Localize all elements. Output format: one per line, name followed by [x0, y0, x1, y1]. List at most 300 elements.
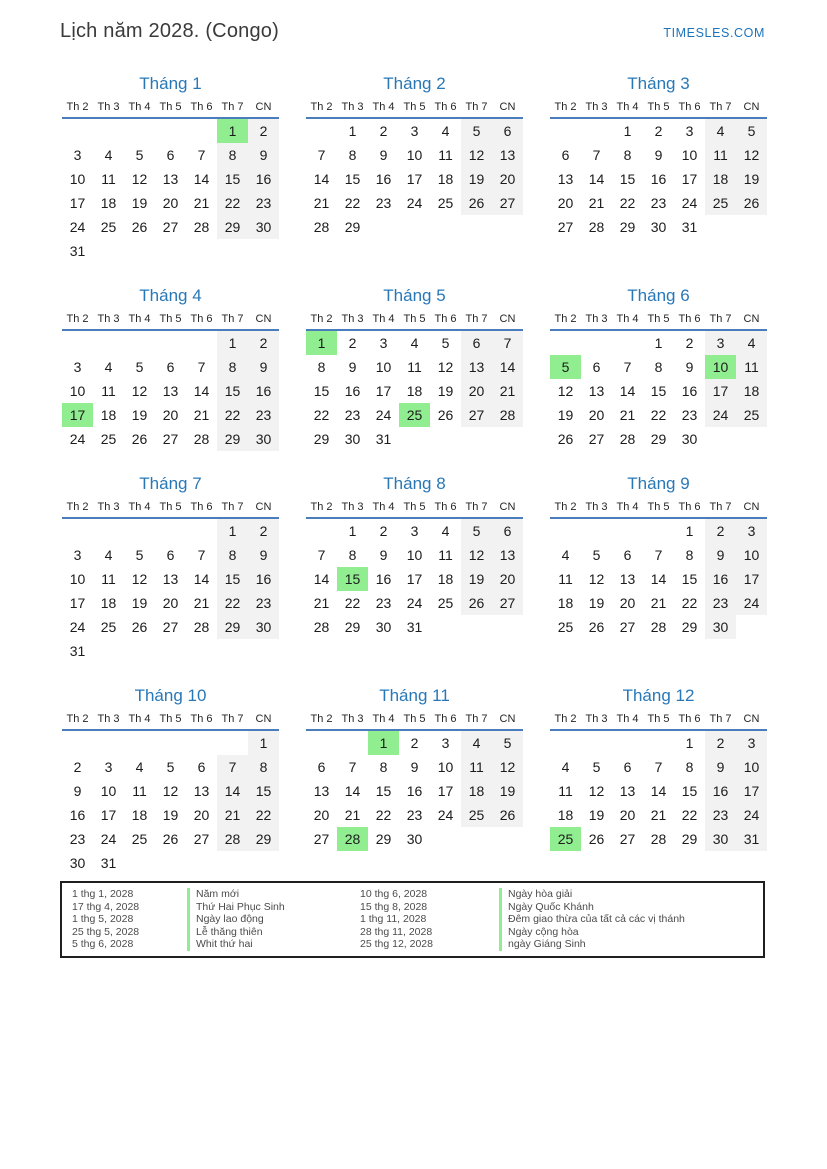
date-cell: 12	[557, 383, 574, 399]
weekday-header: Th 5	[159, 713, 182, 725]
empty-cell	[124, 851, 155, 875]
empty-cell	[430, 215, 461, 239]
date-cell: 10	[736, 543, 767, 567]
holiday-date: 25 thg 5, 2028	[72, 925, 140, 938]
date-cell: 29	[248, 827, 279, 851]
week-row	[62, 191, 279, 215]
date-cell: 15	[650, 383, 667, 399]
date-cell: 3	[73, 147, 82, 163]
week-row	[62, 755, 279, 779]
empty-cell	[612, 519, 643, 543]
weekday-header: Th 7	[465, 101, 488, 113]
weekday-header: CN	[255, 101, 272, 113]
week-row	[306, 567, 523, 591]
month-title: Tháng 2	[383, 74, 446, 93]
empty-cell	[186, 239, 217, 263]
empty-cell	[186, 851, 217, 875]
weekday-header: Th 7	[221, 713, 244, 725]
date-cell: 8	[217, 143, 248, 167]
date-cell: 23	[705, 803, 736, 827]
holiday-date: 1 thg 1, 2028	[72, 888, 134, 900]
date-cell: 11	[407, 359, 422, 375]
date-cell: 10	[437, 759, 454, 775]
date-cell: 11	[101, 571, 116, 587]
date-cell: 7	[197, 547, 206, 563]
empty-cell	[643, 731, 674, 755]
week-row	[62, 851, 279, 875]
empty-cell	[581, 119, 612, 143]
empty-cell	[217, 239, 248, 263]
date-cell: 11	[101, 171, 116, 187]
date-cell: 30	[69, 855, 86, 871]
date-cell: 4	[104, 547, 113, 563]
date-cell: 20	[162, 195, 179, 211]
date-cell: 6	[166, 359, 175, 375]
empty-cell	[217, 851, 248, 875]
date-cell: 3	[379, 335, 388, 351]
date-cell: 31	[406, 619, 423, 635]
weekday-header: Th 4	[372, 101, 395, 113]
weekday-header: Th 7	[465, 313, 488, 325]
date-cell: 9	[705, 755, 736, 779]
date-cell: 2	[410, 735, 419, 751]
empty-cell	[430, 427, 461, 451]
date-cell: 4	[561, 547, 570, 563]
week-row	[62, 239, 279, 263]
date-cell: 11	[461, 755, 492, 779]
empty-cell	[368, 215, 399, 239]
date-cell: 13	[557, 171, 574, 187]
date-cell: 23	[248, 591, 279, 615]
date-cell: 6	[317, 759, 326, 775]
date-cell: 16	[705, 779, 736, 803]
date-cell: 24	[681, 195, 698, 211]
weekday-header-row	[62, 99, 279, 119]
week-row	[306, 403, 523, 427]
weekday-header: Th 2	[554, 313, 577, 325]
weekday-header: Th 4	[128, 313, 151, 325]
empty-cell	[399, 215, 430, 239]
date-cell: 12	[131, 171, 148, 187]
date-cell: 26	[131, 431, 148, 447]
date-cell: 22	[619, 195, 636, 211]
week-row	[62, 167, 279, 191]
month-title: Tháng 9	[627, 474, 690, 493]
holiday-date: 10 thg 6, 2028	[360, 888, 428, 900]
weekday-header: Th 2	[66, 501, 89, 513]
weekday-header: Th 6	[190, 501, 213, 513]
date-cell: 22	[217, 591, 248, 615]
date-cell: 12	[461, 143, 492, 167]
holiday-name: Năm mới	[187, 888, 239, 901]
date-cell: 14	[344, 783, 361, 799]
legend-item	[62, 901, 350, 914]
date-cell: 3	[441, 735, 450, 751]
holiday-date-cell: 28	[337, 827, 368, 851]
empty-cell	[399, 427, 430, 451]
legend-item	[350, 926, 763, 939]
weekday-header: Th 7	[709, 501, 732, 513]
date-cell: 30	[375, 619, 392, 635]
date-cell: 9	[248, 143, 279, 167]
date-cell: 23	[69, 831, 86, 847]
week-row	[62, 355, 279, 379]
date-cell: 11	[132, 783, 147, 799]
holiday-name: Ngày cộng hòa	[499, 926, 579, 939]
date-cell: 29	[375, 831, 392, 847]
empty-cell	[461, 615, 492, 639]
week-row	[550, 827, 767, 851]
empty-cell	[186, 119, 217, 143]
date-cell: 31	[681, 219, 698, 235]
date-cell: 21	[193, 407, 210, 423]
date-cell: 9	[685, 359, 694, 375]
empty-cell	[93, 519, 124, 543]
date-cell: 8	[685, 547, 694, 563]
weekday-header: Th 4	[616, 101, 639, 113]
week-row	[306, 827, 523, 851]
legend-item	[62, 888, 350, 901]
date-cell: 13	[492, 543, 523, 567]
date-cell: 7	[654, 759, 663, 775]
holiday-date-cell: 25	[399, 403, 430, 427]
holiday-date-cell: 17	[62, 403, 93, 427]
weekday-header: Th 7	[221, 313, 244, 325]
date-cell: 17	[437, 783, 454, 799]
weekday-header: Th 7	[709, 313, 732, 325]
weekday-header: Th 3	[341, 713, 364, 725]
date-cell: 4	[441, 523, 450, 539]
empty-cell	[461, 827, 492, 851]
date-cell: 20	[162, 407, 179, 423]
empty-cell	[430, 827, 461, 851]
date-cell: 20	[492, 567, 523, 591]
date-cell: 7	[317, 547, 326, 563]
weekday-header: CN	[255, 501, 272, 513]
date-cell: 8	[317, 359, 326, 375]
month-1	[62, 73, 279, 263]
date-cell: 29	[619, 219, 636, 235]
date-cell: 23	[248, 403, 279, 427]
weekday-header: Th 3	[97, 713, 120, 725]
date-cell: 10	[406, 147, 423, 163]
empty-cell	[124, 331, 155, 355]
date-cell: 4	[104, 147, 113, 163]
empty-cell	[306, 519, 337, 543]
week-row	[62, 215, 279, 239]
date-cell: 27	[313, 831, 330, 847]
holiday-name: Lễ thăng thiên	[187, 926, 263, 939]
week-row	[306, 755, 523, 779]
date-cell: 18	[557, 595, 574, 611]
empty-cell	[155, 119, 186, 143]
date-cell: 28	[313, 219, 330, 235]
weekday-header: Th 5	[403, 313, 426, 325]
week-row	[550, 519, 767, 543]
date-cell: 3	[410, 123, 419, 139]
empty-cell	[492, 215, 523, 239]
date-cell: 28	[492, 403, 523, 427]
month-title: Tháng 12	[622, 686, 695, 705]
date-cell: 14	[193, 383, 210, 399]
week-row	[306, 591, 523, 615]
legend-item	[350, 913, 763, 926]
weekday-header: Th 6	[434, 313, 457, 325]
empty-cell	[93, 331, 124, 355]
date-cell: 19	[162, 807, 179, 823]
date-cell: 5	[135, 547, 144, 563]
date-cell: 1	[623, 123, 632, 139]
date-cell: 8	[623, 147, 632, 163]
weekday-header: Th 2	[66, 101, 89, 113]
date-cell: 29	[217, 427, 248, 451]
weekday-header: Th 2	[310, 313, 333, 325]
date-cell: 10	[100, 783, 117, 799]
date-cell: 22	[681, 807, 698, 823]
week-row	[306, 331, 523, 355]
date-cell: 9	[379, 147, 388, 163]
date-cell: 16	[344, 383, 361, 399]
week-row	[62, 779, 279, 803]
date-cell: 31	[100, 855, 117, 871]
week-row	[550, 215, 767, 239]
date-cell: 25	[736, 403, 767, 427]
date-cell: 23	[248, 191, 279, 215]
month-title: Tháng 8	[383, 474, 446, 493]
date-cell: 25	[100, 431, 117, 447]
date-cell: 15	[217, 167, 248, 191]
empty-cell	[430, 615, 461, 639]
weekday-header: CN	[743, 713, 760, 725]
empty-cell	[186, 731, 217, 755]
date-cell: 15	[344, 171, 361, 187]
page-header	[0, 0, 827, 43]
month-title: Tháng 3	[627, 74, 690, 93]
date-cell: 4	[461, 731, 492, 755]
date-cell: 16	[248, 567, 279, 591]
date-cell: 24	[69, 619, 86, 635]
date-cell: 3	[685, 123, 694, 139]
empty-cell	[248, 851, 279, 875]
legend-item	[350, 938, 763, 951]
date-cell: 27	[162, 219, 179, 235]
date-cell: 28	[650, 831, 667, 847]
week-row	[550, 355, 767, 379]
weekday-header: Th 2	[554, 713, 577, 725]
weekday-header: CN	[499, 101, 516, 113]
weekday-header: Th 3	[585, 101, 608, 113]
date-cell: 3	[736, 731, 767, 755]
date-cell: 21	[193, 595, 210, 611]
date-cell: 10	[736, 755, 767, 779]
empty-cell	[93, 639, 124, 663]
date-cell: 13	[619, 571, 636, 587]
holiday-date: 1 thg 5, 2028	[72, 913, 134, 926]
date-cell: 14	[313, 171, 330, 187]
date-cell: 7	[197, 359, 206, 375]
date-cell: 28	[193, 219, 210, 235]
date-cell: 14	[313, 571, 330, 587]
date-cell: 13	[193, 783, 210, 799]
week-row	[550, 119, 767, 143]
week-row	[62, 567, 279, 591]
empty-cell	[736, 615, 767, 639]
date-cell: 30	[406, 831, 423, 847]
date-cell: 16	[705, 567, 736, 591]
empty-cell	[155, 639, 186, 663]
date-cell: 24	[69, 219, 86, 235]
page-title: Lịch năm 2028. (Congo)	[60, 20, 279, 42]
date-cell: 8	[248, 755, 279, 779]
weekday-header: Th 7	[709, 713, 732, 725]
date-cell: 13	[461, 355, 492, 379]
date-cell: 16	[69, 807, 86, 823]
empty-cell	[581, 731, 612, 755]
date-cell: 14	[588, 171, 605, 187]
weekday-header-row	[306, 499, 523, 519]
weekday-header-row	[550, 99, 767, 119]
date-cell: 14	[193, 571, 210, 587]
month-5	[306, 285, 523, 451]
date-cell: 24	[437, 807, 454, 823]
weekday-header: Th 3	[341, 313, 364, 325]
date-cell: 8	[654, 359, 663, 375]
weekday-header: Th 4	[616, 313, 639, 325]
empty-cell	[93, 731, 124, 755]
empty-cell	[612, 731, 643, 755]
weekday-header-row	[550, 499, 767, 519]
date-cell: 2	[379, 123, 388, 139]
date-cell: 26	[492, 803, 523, 827]
empty-cell	[155, 519, 186, 543]
weekday-header: CN	[499, 313, 516, 325]
date-cell: 1	[248, 731, 279, 755]
week-row	[550, 567, 767, 591]
holiday-date-cell: 5	[550, 355, 581, 379]
weekday-header-row	[306, 99, 523, 119]
legend-item	[350, 888, 763, 901]
weekday-header: Th 6	[678, 501, 701, 513]
date-cell: 7	[623, 359, 632, 375]
date-cell: 24	[705, 403, 736, 427]
date-cell: 2	[248, 331, 279, 355]
weekday-header: CN	[743, 101, 760, 113]
holiday-name: Ngày lao động	[187, 913, 264, 926]
date-cell: 15	[248, 779, 279, 803]
month-2	[306, 73, 523, 239]
date-cell: 30	[344, 431, 361, 447]
weekday-header: Th 6	[190, 713, 213, 725]
date-cell: 21	[619, 407, 636, 423]
date-cell: 13	[492, 143, 523, 167]
date-cell: 25	[705, 191, 736, 215]
empty-cell	[550, 119, 581, 143]
week-row	[550, 427, 767, 451]
date-cell: 19	[131, 195, 148, 211]
weekday-header: Th 3	[97, 313, 120, 325]
weekday-header: Th 5	[159, 101, 182, 113]
date-cell: 9	[705, 543, 736, 567]
date-cell: 6	[461, 331, 492, 355]
date-cell: 2	[348, 335, 357, 351]
date-cell: 8	[217, 543, 248, 567]
date-cell: 28	[193, 431, 210, 447]
empty-cell	[62, 731, 93, 755]
date-cell: 6	[166, 147, 175, 163]
date-cell: 21	[313, 595, 330, 611]
date-cell: 22	[313, 407, 330, 423]
date-cell: 23	[705, 591, 736, 615]
date-cell: 25	[131, 831, 148, 847]
weekday-header-row	[306, 311, 523, 331]
weekday-header: Th 4	[128, 501, 151, 513]
date-cell: 7	[492, 331, 523, 355]
date-cell: 12	[588, 571, 605, 587]
empty-cell	[612, 331, 643, 355]
date-cell: 13	[162, 171, 179, 187]
date-cell: 9	[348, 359, 357, 375]
date-cell: 7	[197, 147, 206, 163]
date-cell: 2	[705, 519, 736, 543]
date-cell: 21	[588, 195, 605, 211]
date-cell: 2	[705, 731, 736, 755]
holiday-date: 5 thg 6, 2028	[72, 938, 134, 951]
date-cell: 27	[557, 219, 574, 235]
empty-cell	[124, 119, 155, 143]
date-cell: 21	[193, 195, 210, 211]
date-cell: 19	[492, 779, 523, 803]
week-row	[306, 143, 523, 167]
date-cell: 6	[166, 547, 175, 563]
week-row	[306, 379, 523, 403]
month-title: Tháng 6	[627, 286, 690, 305]
weekday-header: Th 4	[128, 713, 151, 725]
empty-cell	[124, 239, 155, 263]
empty-cell	[550, 331, 581, 355]
date-cell: 19	[131, 595, 148, 611]
date-cell: 27	[619, 831, 636, 847]
date-cell: 10	[406, 547, 423, 563]
weekday-header: Th 4	[128, 101, 151, 113]
date-cell: 25	[461, 803, 492, 827]
empty-cell	[124, 731, 155, 755]
date-cell: 4	[705, 119, 736, 143]
empty-cell	[492, 615, 523, 639]
date-cell: 8	[348, 147, 357, 163]
date-cell: 7	[348, 759, 357, 775]
date-cell: 6	[561, 147, 570, 163]
months-grid	[62, 73, 827, 875]
holiday-name: Whit thứ hai	[187, 938, 253, 951]
legend-item	[350, 901, 763, 914]
date-cell: 25	[557, 619, 574, 635]
week-row	[306, 731, 523, 755]
weekday-header: Th 5	[159, 501, 182, 513]
date-cell: 21	[313, 195, 330, 211]
date-cell: 11	[558, 571, 573, 587]
date-cell: 29	[344, 219, 361, 235]
weekday-header: Th 3	[341, 101, 364, 113]
date-cell: 16	[248, 167, 279, 191]
site-link[interactable]: TIMESLES.COM	[663, 26, 765, 40]
week-row	[62, 379, 279, 403]
date-cell: 15	[313, 383, 330, 399]
empty-cell	[155, 851, 186, 875]
week-row	[306, 427, 523, 451]
date-cell: 7	[592, 147, 601, 163]
date-cell: 2	[73, 759, 82, 775]
weekday-header-row	[550, 711, 767, 731]
